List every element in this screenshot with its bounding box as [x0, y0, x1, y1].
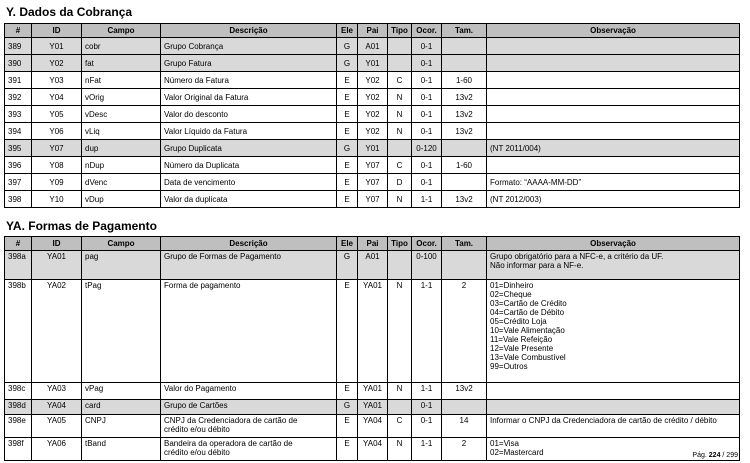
column-header-occurrence: Ocor. [412, 237, 442, 251]
data-type: C [388, 415, 412, 438]
field-description: Número da Duplicata [161, 157, 337, 174]
field-name: tPag [82, 280, 161, 383]
size: 13v2 [442, 106, 487, 123]
row-id: YA04 [32, 400, 82, 415]
row-id: Y07 [32, 140, 82, 157]
column-header-element-type: Ele [337, 237, 358, 251]
parent-id: Y02 [358, 106, 388, 123]
occurrence: 0-1 [412, 106, 442, 123]
occurrence: 1-1 [412, 383, 442, 400]
observation: (NT 2011/004) [487, 140, 740, 157]
field-description [161, 415, 337, 438]
size: 2 [442, 438, 487, 461]
observation [487, 415, 740, 438]
data-type: N [388, 280, 412, 383]
table-row [5, 174, 740, 191]
table-row [5, 123, 740, 140]
row-number: 395 [5, 140, 32, 157]
size: 1-60 [442, 72, 487, 89]
table-row [5, 38, 740, 55]
table-row [5, 383, 740, 400]
table-row [5, 55, 740, 72]
row-id: Y10 [32, 191, 82, 208]
element-type: E [337, 106, 358, 123]
element-type: E [337, 383, 358, 400]
observation [487, 89, 740, 106]
field-name: vDesc [82, 106, 161, 123]
field-name: fat [82, 55, 161, 72]
field-name: nDup [82, 157, 161, 174]
element-type: G [337, 55, 358, 72]
row-id: YA03 [32, 383, 82, 400]
parent-id: Y02 [358, 123, 388, 140]
row-number: 391 [5, 72, 32, 89]
size [442, 400, 487, 415]
field-description: Grupo Duplicata [161, 140, 337, 157]
occurrence: 0-1 [412, 400, 442, 415]
element-type: E [337, 123, 358, 140]
parent-id: YA01 [358, 400, 388, 415]
parent-id: Y07 [358, 174, 388, 191]
table-pagamento [4, 236, 740, 461]
row-number: 396 [5, 157, 32, 174]
table-row [5, 106, 740, 123]
field-description-line: Grupo de Formas de Pagamento [164, 252, 281, 261]
element-type: G [337, 140, 358, 157]
table-row [5, 191, 740, 208]
observation [487, 38, 740, 55]
observation-line: 04=Cartão de Débito [490, 308, 565, 317]
field-description: Valor do desconto [161, 106, 337, 123]
observation-line: 05=Crédito Loja [490, 317, 547, 326]
field-description [161, 438, 337, 461]
observation [487, 157, 740, 174]
occurrence: 1-1 [412, 280, 442, 383]
field-description: Data de vencimento [161, 174, 337, 191]
column-header-field-name: Campo [82, 24, 161, 38]
row-number: 398a [5, 251, 32, 280]
observation [487, 383, 740, 400]
occurrence: 0-100 [412, 251, 442, 280]
size: 13v2 [442, 191, 487, 208]
data-type [388, 400, 412, 415]
occurrence: 0-1 [412, 157, 442, 174]
column-header-occurrence: Ocor. [412, 24, 442, 38]
table-row [5, 140, 740, 157]
field-description: Valor da duplicata [161, 191, 337, 208]
observation [487, 251, 740, 280]
occurrence: 0-1 [412, 55, 442, 72]
column-header-row-id: ID [32, 24, 82, 38]
observation-line: Não informar para a NF-e. [490, 261, 584, 270]
element-type: E [337, 72, 358, 89]
size [442, 174, 487, 191]
data-type: D [388, 174, 412, 191]
row-id: YA02 [32, 280, 82, 383]
parent-id: A01 [358, 38, 388, 55]
observation: Formato: “AAAA-MM-DD” [487, 174, 740, 191]
column-header-observation: Observação [487, 237, 740, 251]
page-footer [692, 452, 738, 459]
observation-line: 02=Mastercard [490, 448, 544, 457]
observation-line: Grupo obrigatório para a NFC-e, a critério da UF. [490, 252, 664, 261]
row-number: 389 [5, 38, 32, 55]
parent-id: Y02 [358, 89, 388, 106]
observation-line: 99=Outros [490, 362, 528, 371]
size: 13v2 [442, 123, 487, 140]
element-type: E [337, 438, 358, 461]
row-id: Y03 [32, 72, 82, 89]
observation: (NT 2012/003) [487, 191, 740, 208]
field-description-line: CNPJ da Credenciadora de cartão de [164, 416, 298, 425]
observation [487, 55, 740, 72]
size: 13v2 [442, 383, 487, 400]
table-row [5, 157, 740, 174]
page-total: / 299 [722, 452, 738, 459]
observation-line: 02=Cheque [490, 290, 532, 299]
occurrence: 0-1 [412, 123, 442, 140]
table-cobranca [4, 23, 740, 208]
element-type: E [337, 191, 358, 208]
column-header-field-name: Campo [82, 237, 161, 251]
element-type: G [337, 400, 358, 415]
data-type [388, 55, 412, 72]
data-type: N [388, 191, 412, 208]
element-type: E [337, 415, 358, 438]
row-id: YA01 [32, 251, 82, 280]
field-description-line: Bandeira da operadora de cartão de [164, 439, 293, 448]
field-description-line: Forma de pagamento [164, 281, 241, 290]
column-header-size: Tam. [442, 237, 487, 251]
data-type: N [388, 123, 412, 140]
column-header-row-number: # [5, 24, 32, 38]
field-name: pag [82, 251, 161, 280]
field-name: vPag [82, 383, 161, 400]
observation [487, 72, 740, 89]
row-number: 398d [5, 400, 32, 415]
observation-line: 13=Vale Combustível [490, 353, 566, 362]
parent-id: YA04 [358, 415, 388, 438]
row-number: 392 [5, 89, 32, 106]
field-description: Grupo Cobrança [161, 38, 337, 55]
field-name: vLiq [82, 123, 161, 140]
size [442, 140, 487, 157]
field-name: tBand [82, 438, 161, 461]
parent-id: Y07 [358, 191, 388, 208]
row-id: Y09 [32, 174, 82, 191]
parent-id: YA01 [358, 280, 388, 383]
data-type: C [388, 157, 412, 174]
size: 1-60 [442, 157, 487, 174]
observation-line: 01=Dinheiro [490, 281, 534, 290]
column-header-row-number: # [5, 237, 32, 251]
observation [487, 280, 740, 383]
parent-id: Y01 [358, 55, 388, 72]
row-id: YA05 [32, 415, 82, 438]
observation-line: 01=Visa [490, 439, 519, 448]
size: 14 [442, 415, 487, 438]
element-type: E [337, 174, 358, 191]
observation-line: 03=Cartão de Crédito [490, 299, 567, 308]
table-row [5, 280, 740, 383]
field-description-line: Valor do Pagamento [164, 384, 237, 393]
row-id: Y04 [32, 89, 82, 106]
field-name: dVenc [82, 174, 161, 191]
element-type: E [337, 157, 358, 174]
data-type: N [388, 106, 412, 123]
observation-line: 11=Vale Refeição [490, 335, 553, 344]
observation [487, 106, 740, 123]
data-type [388, 140, 412, 157]
parent-id: YA04 [358, 438, 388, 461]
field-description: Grupo Fatura [161, 55, 337, 72]
field-description-line: crédito e/ou débito [164, 448, 230, 457]
field-description-line: Grupo de Cartões [164, 401, 228, 410]
column-header-field-description: Descrição [161, 237, 337, 251]
column-header-parent-id: Pai [358, 237, 388, 251]
size: 2 [442, 280, 487, 383]
table-row [5, 438, 740, 461]
parent-id: Y01 [358, 140, 388, 157]
occurrence: 0-1 [412, 38, 442, 55]
element-type: G [337, 38, 358, 55]
parent-id: Y07 [358, 157, 388, 174]
field-name: dup [82, 140, 161, 157]
occurrence: 0-1 [412, 174, 442, 191]
table-header-row [5, 237, 740, 251]
occurrence: 0-1 [412, 89, 442, 106]
field-description [161, 251, 337, 280]
field-name: card [82, 400, 161, 415]
size [442, 251, 487, 280]
column-header-row-id: ID [32, 237, 82, 251]
field-name: vDup [82, 191, 161, 208]
field-name: cobr [82, 38, 161, 55]
column-header-data-type: Tipo [388, 237, 412, 251]
page-label: Pág. [692, 452, 707, 459]
row-id: Y05 [32, 106, 82, 123]
column-header-observation: Observação [487, 24, 740, 38]
field-description: Número da Fatura [161, 72, 337, 89]
size [442, 55, 487, 72]
size [442, 38, 487, 55]
table-row [5, 400, 740, 415]
row-number: 393 [5, 106, 32, 123]
table-row [5, 415, 740, 438]
data-type [388, 251, 412, 280]
row-number: 394 [5, 123, 32, 140]
element-type: E [337, 280, 358, 383]
parent-id: Y02 [358, 72, 388, 89]
row-id: YA06 [32, 438, 82, 461]
section-title-pagamento: YA. Formas de Pagamento [6, 219, 157, 233]
size: 13v2 [442, 89, 487, 106]
row-number: 398f [5, 438, 32, 461]
field-description: Valor Original da Fatura [161, 89, 337, 106]
column-header-field-description: Descrição [161, 24, 337, 38]
data-type: N [388, 383, 412, 400]
table-row [5, 89, 740, 106]
parent-id: YA01 [358, 383, 388, 400]
row-number: 390 [5, 55, 32, 72]
row-id: Y02 [32, 55, 82, 72]
row-id: Y08 [32, 157, 82, 174]
data-type: C [388, 72, 412, 89]
row-number: 398e [5, 415, 32, 438]
occurrence: 0-1 [412, 415, 442, 438]
row-id: Y01 [32, 38, 82, 55]
data-type: N [388, 89, 412, 106]
element-type: G [337, 251, 358, 280]
field-description [161, 280, 337, 383]
observation [487, 400, 740, 415]
observation-line: Informar o CNPJ da Credenciadora de cartão de crédito / débito [490, 416, 717, 425]
page-number: 224 [708, 452, 721, 459]
data-type: N [388, 438, 412, 461]
table-row [5, 72, 740, 89]
occurrence: 1-1 [412, 191, 442, 208]
column-header-parent-id: Pai [358, 24, 388, 38]
element-type: E [337, 89, 358, 106]
field-description: Valor Líquido da Fatura [161, 123, 337, 140]
column-header-size: Tam. [442, 24, 487, 38]
table-header-row [5, 24, 740, 38]
field-name: nFat [82, 72, 161, 89]
field-description [161, 400, 337, 415]
occurrence: 0-120 [412, 140, 442, 157]
occurrence: 1-1 [412, 438, 442, 461]
row-number: 397 [5, 174, 32, 191]
row-id: Y06 [32, 123, 82, 140]
row-number: 398 [5, 191, 32, 208]
observation-line: 12=Vale Presente [490, 344, 554, 353]
field-name: CNPJ [82, 415, 161, 438]
data-type [388, 38, 412, 55]
column-header-data-type: Tipo [388, 24, 412, 38]
observation [487, 123, 740, 140]
observation-line: 10=Vale Alimentação [490, 326, 565, 335]
occurrence: 0-1 [412, 72, 442, 89]
field-description-line: crédito e/ou débito [164, 425, 230, 434]
field-name: vOrig [82, 89, 161, 106]
table-row [5, 251, 740, 280]
field-description [161, 383, 337, 400]
row-number: 398c [5, 383, 32, 400]
section-title-cobranca: Y. Dados da Cobrança [6, 5, 133, 19]
row-number: 398b [5, 280, 32, 383]
parent-id: A01 [358, 251, 388, 280]
column-header-element-type: Ele [337, 24, 358, 38]
